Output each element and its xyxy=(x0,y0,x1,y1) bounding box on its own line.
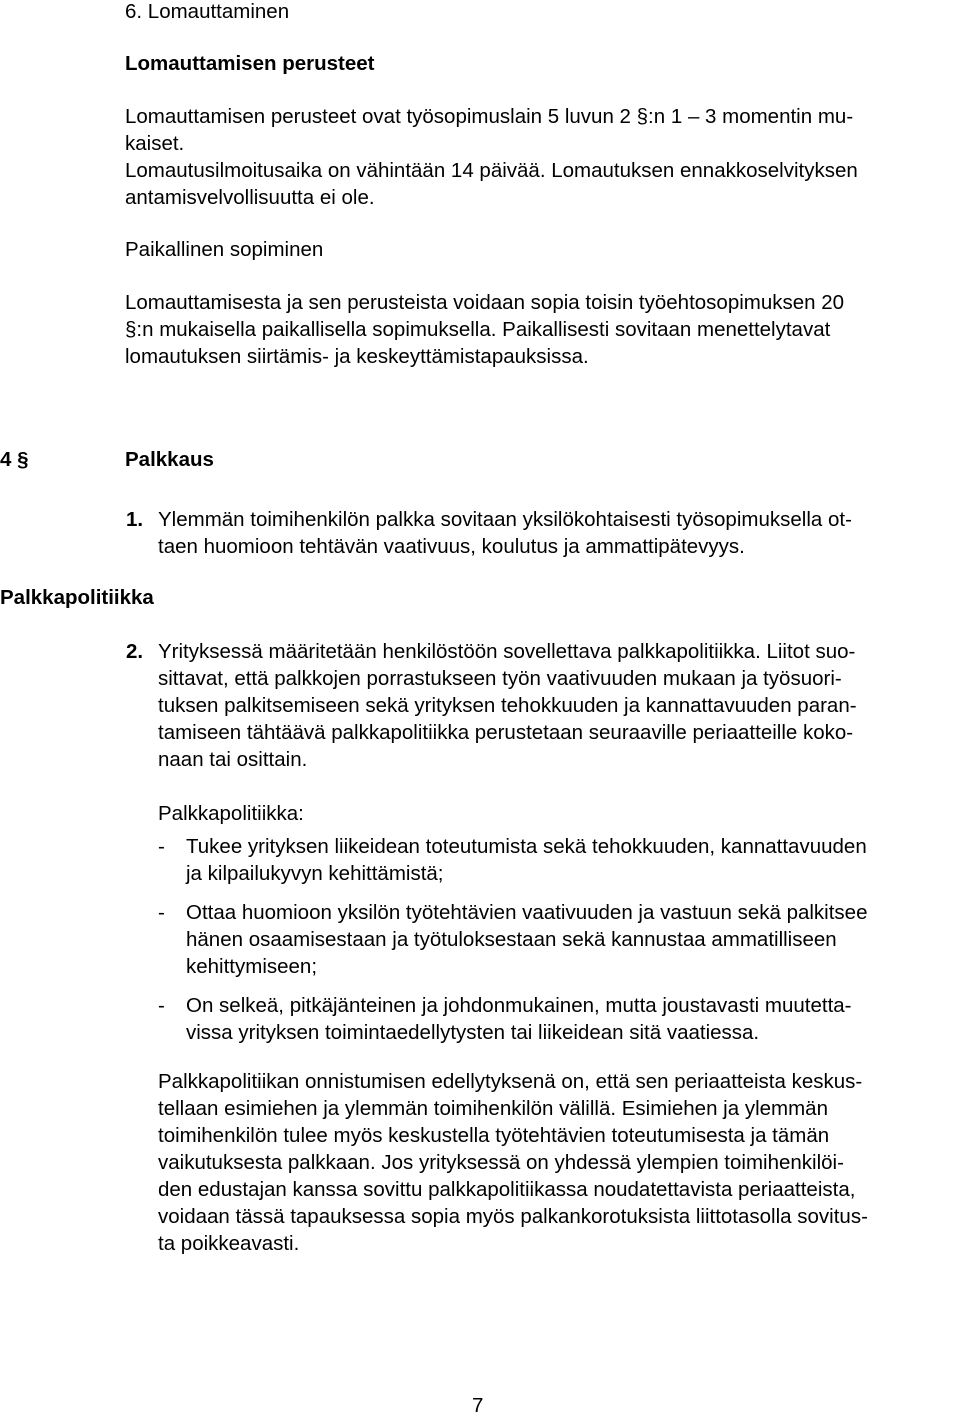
policy-heading: Palkkapolitiikka: xyxy=(158,802,304,825)
item-2-number: 2. xyxy=(126,640,144,663)
subheading-lomauttamisen-perusteet: Lomauttamisen perusteet xyxy=(125,52,375,75)
section-title: Palkkaus xyxy=(125,448,214,471)
policy-bullet-1: - Tukee yrityksen liikeidean toteutumista sekä tehokkuuden, kannattavuuden ja kilpailukyvyn kehittämistä; xyxy=(158,835,867,885)
item-1: 1. Ylemmän toimihenkilön palkka sovitaan yksilökohtaisesti työsopimuksella ot- taen huomioon tehtävän vaativuus, koulutus ja ammattipätevyys. xyxy=(126,508,852,558)
item-2: 2. Yrityksessä määritetään henkilöstöön sovellettava palkkapolitiikka. Liitot suo- sittavat, että palkkojen porrastukseen työn vaativuuden mukaan ja työsuori- tuksen palkitsemiseen sekä yrityksen tehokkuuden ja kannattavuuden paran- tamiseen tähtäävä palkkapolitiikka perustetaan seuraaville periaatteille koko- naan tai osittain. xyxy=(126,640,857,771)
section-heading: 6. Lomauttaminen xyxy=(125,0,290,23)
paragraph-perusteet: Lomauttamisen perusteet ovat työsopimuslain 5 luvun 2 §:n 1 – 3 momentin mu- kaiset. Lomautusilmoitusaika on vähintään 14 päivää. Lomautuksen ennakkoselvityksen antamisvelvollisuutta ei ole. xyxy=(125,105,858,209)
subheading-paikallinen-sopiminen: Paikallinen sopiminen xyxy=(125,238,324,261)
side-label-palkkapolitiikka: Palkkapolitiikka xyxy=(0,586,154,609)
bullet-dash: - xyxy=(158,835,165,858)
section-number: 4 § xyxy=(0,448,29,471)
closing-paragraph: Palkkapolitiikan onnistumisen edellytyksenä on, että sen periaatteista keskus- tellaan esimiehen ja ylemmän toimihenkilön välillä. Esimiehen ja ylemmän toimihenkilön tulee myös keskustella työtehtävien toteutumisesta ja tämän vaikutuksesta palkkaan. Jos yrityksessä on yhdessä ylempien toimihenkilöi- den edustajan kanssa sovittu palkkapolitiikassa noudatettavista periaatteista, voidaan tässä tapauksessa sopia myös palkankorotuksista liittotasolla sovitus- ta poikkeavasti. xyxy=(158,1070,868,1255)
page-number: 7 xyxy=(472,1394,484,1417)
bullet-dash: - xyxy=(158,994,165,1017)
policy-bullet-2: - Ottaa huomioon yksilön työtehtävien vaativuuden ja vastuun sekä palkitsee hänen osaamisestaan ja työtuloksestaan sekä kannustaa ammatilliseen kehittymiseen; xyxy=(158,901,868,978)
bullet-dash: - xyxy=(158,901,165,924)
item-1-number: 1. xyxy=(126,508,144,531)
paragraph-paikallinen: Lomauttamisesta ja sen perusteista voidaan sopia toisin työehtosopimuksen 20 §:n mukaisella paikallisella sopimuksella. Paikallisesti sovitaan menettelytavat lomautuksen siirtämis- ja keskeyttämistapauksissa. xyxy=(125,291,845,368)
policy-bullet-3: - On selkeä, pitkäjänteinen ja johdonmukainen, mutta joustavasti muutetta- vissa yrityksen toimintaedellytysten tai liikeidean sitä vaatiessa. xyxy=(158,994,852,1044)
